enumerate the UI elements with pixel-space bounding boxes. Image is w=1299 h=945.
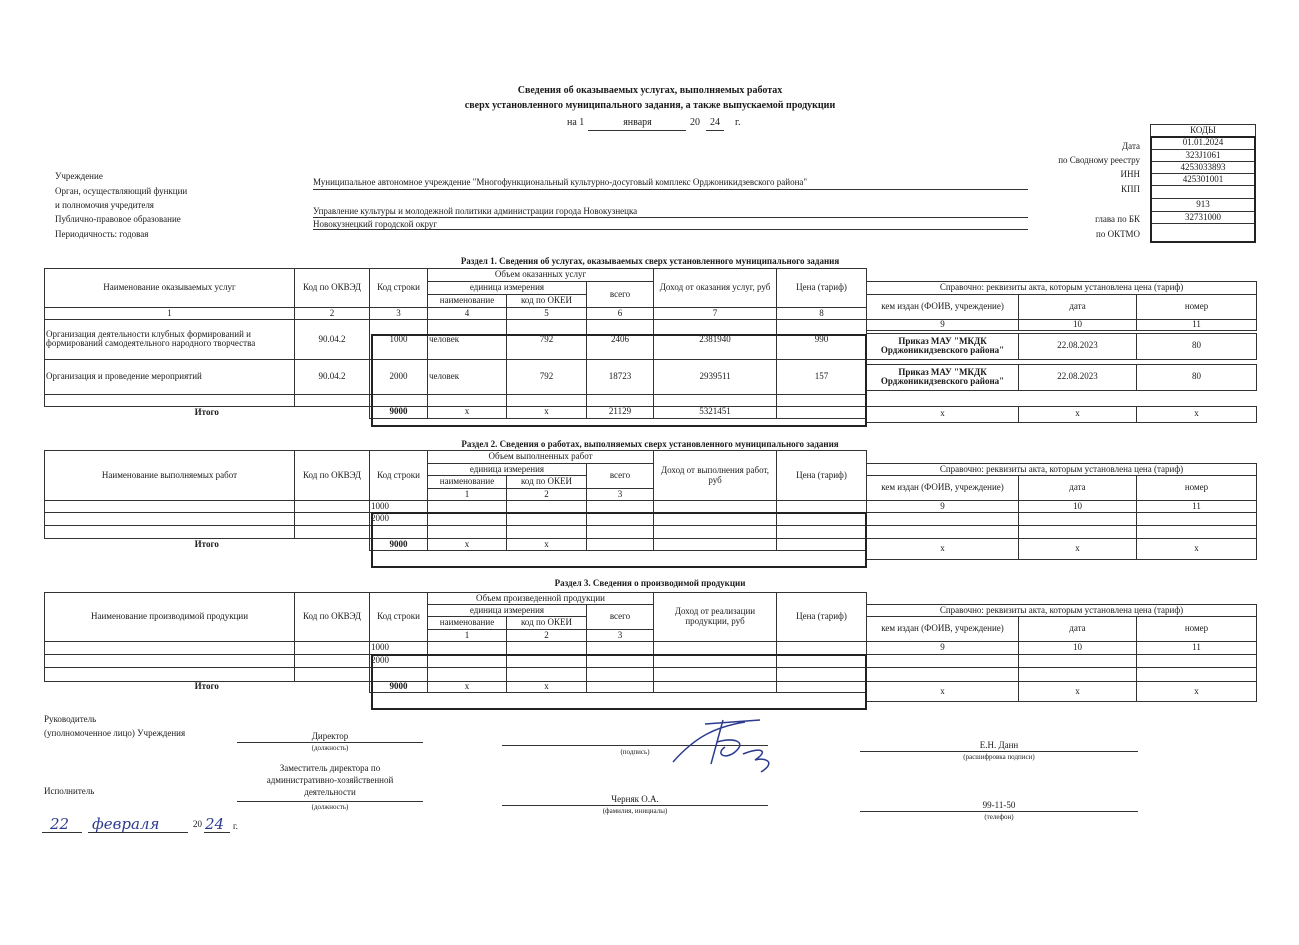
s1-h-name: Наименование оказываемых услуг [45,269,295,308]
exec-label: Исполнитель [44,786,95,796]
municipality-name: Новокузнецкий городской округ [313,219,438,229]
head-label-1: Руководитель [44,714,97,724]
label-institution: Учреждение [55,171,103,181]
section1-title: Раздел 1. Сведения об услугах, оказываемых сверх установленного муниципального задания [460,256,840,266]
code-registry: 323Ј1061 [1151,149,1256,161]
doc-title-line1: Сведения об оказываемых услугах, выполняемых работах [517,85,783,96]
label-oktmo: по ОКТМО [1096,229,1140,239]
sign-date-suffix: г. [233,821,238,831]
section3-title: Раздел 3. Сведения о производимой продукции [554,578,746,588]
s1-h-issuer: кем издан (ФОИВ, учреждение) [867,295,1019,320]
caption-signature: (подпись) [620,748,650,756]
date-month: января [623,117,652,128]
code-inn: 4253033893 [1151,161,1256,173]
codes-header: КОДЫ [1151,125,1256,137]
signature-image [665,712,795,782]
s1-h-ref: Справочно: реквизиты акта, которым установлена цена (тариф) [867,282,1257,295]
caption-phone: (телефон) [984,813,1014,821]
sign-date-year: 24 [205,815,225,833]
s1-h-row: Код строки [370,269,428,308]
doc-title-line2: сверх установленного муниципального задания, а также выпускаемой продукции [464,100,836,111]
sign-date-day: 22 [50,815,70,833]
label-chapter: глава по БК [1095,214,1140,224]
date-year: 24 [710,117,720,128]
section3-table: Наименование производимой продукции Код по ОКВЭД Код строки Объем произведенной продукции Доход от реализации продукции, руб Цена (тариф) единица измерения всего Справочно: реквизиты акта, которым установлена цена (тариф) наименование код по ОКЕИ кем издан (ФОИВ, учреждение) дата номер 1 2 3 1000 9 10 11 2000 Итого 9000 x x x x x [44,592,1257,702]
table-row-1-issuer: Приказ МАУ "МКДК Орджоникидзевского района" [867,333,1019,359]
table-row-2-issuer: Приказ МАУ "МКДК Орджоникидзевского района" [867,364,1019,390]
s1-h-num: номер [1137,295,1257,320]
s1-h-date: дата [1019,295,1137,320]
head-position: Директор [311,731,349,741]
code-kpp: 425301001 [1151,174,1256,186]
head-label-2: (уполномоченное лицо) Учреждения [44,728,186,738]
code-date: 01.01.2024 [1151,137,1256,149]
s1-h-okei: код по ОКЕИ [507,295,587,308]
code-chapter: 913 [1151,198,1256,211]
s1-h-price: Цена (тариф) [777,269,867,308]
s1-total-label: Итого [194,406,219,417]
code-empty [1151,186,1256,198]
exec-position: Заместитель директора по административно-хозяйственной деятельности [266,763,394,797]
s1-h-unit-name: наименование [428,295,507,308]
exec-name: Черняк О.А. [611,794,659,804]
exec-phone: 99-11-50 [982,800,1016,810]
s1-h-okved: Код по ОКВЭД [295,269,370,308]
head-name: Е.Н. Данн [979,740,1019,750]
label-municipality: Публично-правовое образование [55,214,181,224]
code-oktmo: 32731000 [1151,211,1256,223]
sign-date-month: февраля [92,815,160,833]
date-suffix: г. [735,117,741,128]
s1-h-unit: единица измерения [428,282,587,295]
table-row-1-name: Организация деятельности клубных формирований и формирований самодеятельного народного творчества [45,320,295,360]
label-founder-1: Орган, осуществляющий функции [55,186,188,196]
date-year-prefix: 20 [690,117,700,128]
section2-table: Наименование выполняемых работ Код по ОКВЭД Код строки Объем выполненных работ Доход от выполнения работ, руб Цена (тариф) единица измерения всего Справочно: реквизиты акта, которым установлена цена (тариф) наименование код по ОКЕИ кем издан (ФОИВ, учреждение) дата номер 1 2 3 1000 9 10 11 2000 Итого 9000 x x x x x [44,450,1257,560]
section2-title: Раздел 2. Сведения о работах, выполняемых сверх установленного муниципального задания [461,439,839,449]
founder-name: Управление культуры и молодежной политики администрации города Новокузнецка [313,206,638,216]
s1-h-total: всего [587,282,654,308]
label-inn: ИНН [1120,169,1140,179]
table-row-2-name: Организация и проведение мероприятий [45,359,295,394]
caption-position: (должность) [311,744,349,752]
codes-table [1150,124,1256,224]
s1-h-income: Доход от оказания услуг, руб [654,269,777,308]
s1-h-volume: Объем оказанных услуг [428,269,654,282]
label-kpp: КПП [1120,184,1140,194]
label-periodicity: Периодичность: годовая [55,229,149,239]
label-registry: по Сводному реестру [1058,155,1140,165]
sign-date-year-prefix: 20 [193,819,202,829]
caption-name: (расшифровка подписи) [963,753,1035,761]
label-founder-2: и полномочия учредителя [55,200,154,210]
date-prefix: на 1 [567,117,585,128]
institution-name: Муниципальное автономное учреждение "Многофункциональный культурно-досуговый комплекс Орджоникидзевского района" [313,177,808,187]
section1-table: Наименование оказываемых услуг Код по ОКВЭД Код строки Объем оказанных услуг Доход от оказания услуг, руб Цена (тариф) единица измерения всего Справочно: реквизиты акта, которым установлена цена (тариф) наименование код по ОКЕИ кем издан (ФОИВ, учреждение) дата номер 1 2 3 4 5 6 7 8 Организация деятельности клубных формирований и формирований самодеятельного народного творчества 90.04.2 1000 человек 792 2406 2381940 990 9 10 11 Приказ МАУ "МКДК Орджоникидзевского района" 22.08.2023 80 Организация и проведение мероприятий 90.04.2 2000 человек 792 18723 2939511 157 Приказ МАУ "МКДК Орджоникидзевского района" 22.08.2023 80 Итого 9000 x x 21129 5321451 x x x [44,268,1257,423]
caption-fio: (фамилия, инициалы) [602,807,668,815]
label-date: Дата [1122,141,1140,151]
